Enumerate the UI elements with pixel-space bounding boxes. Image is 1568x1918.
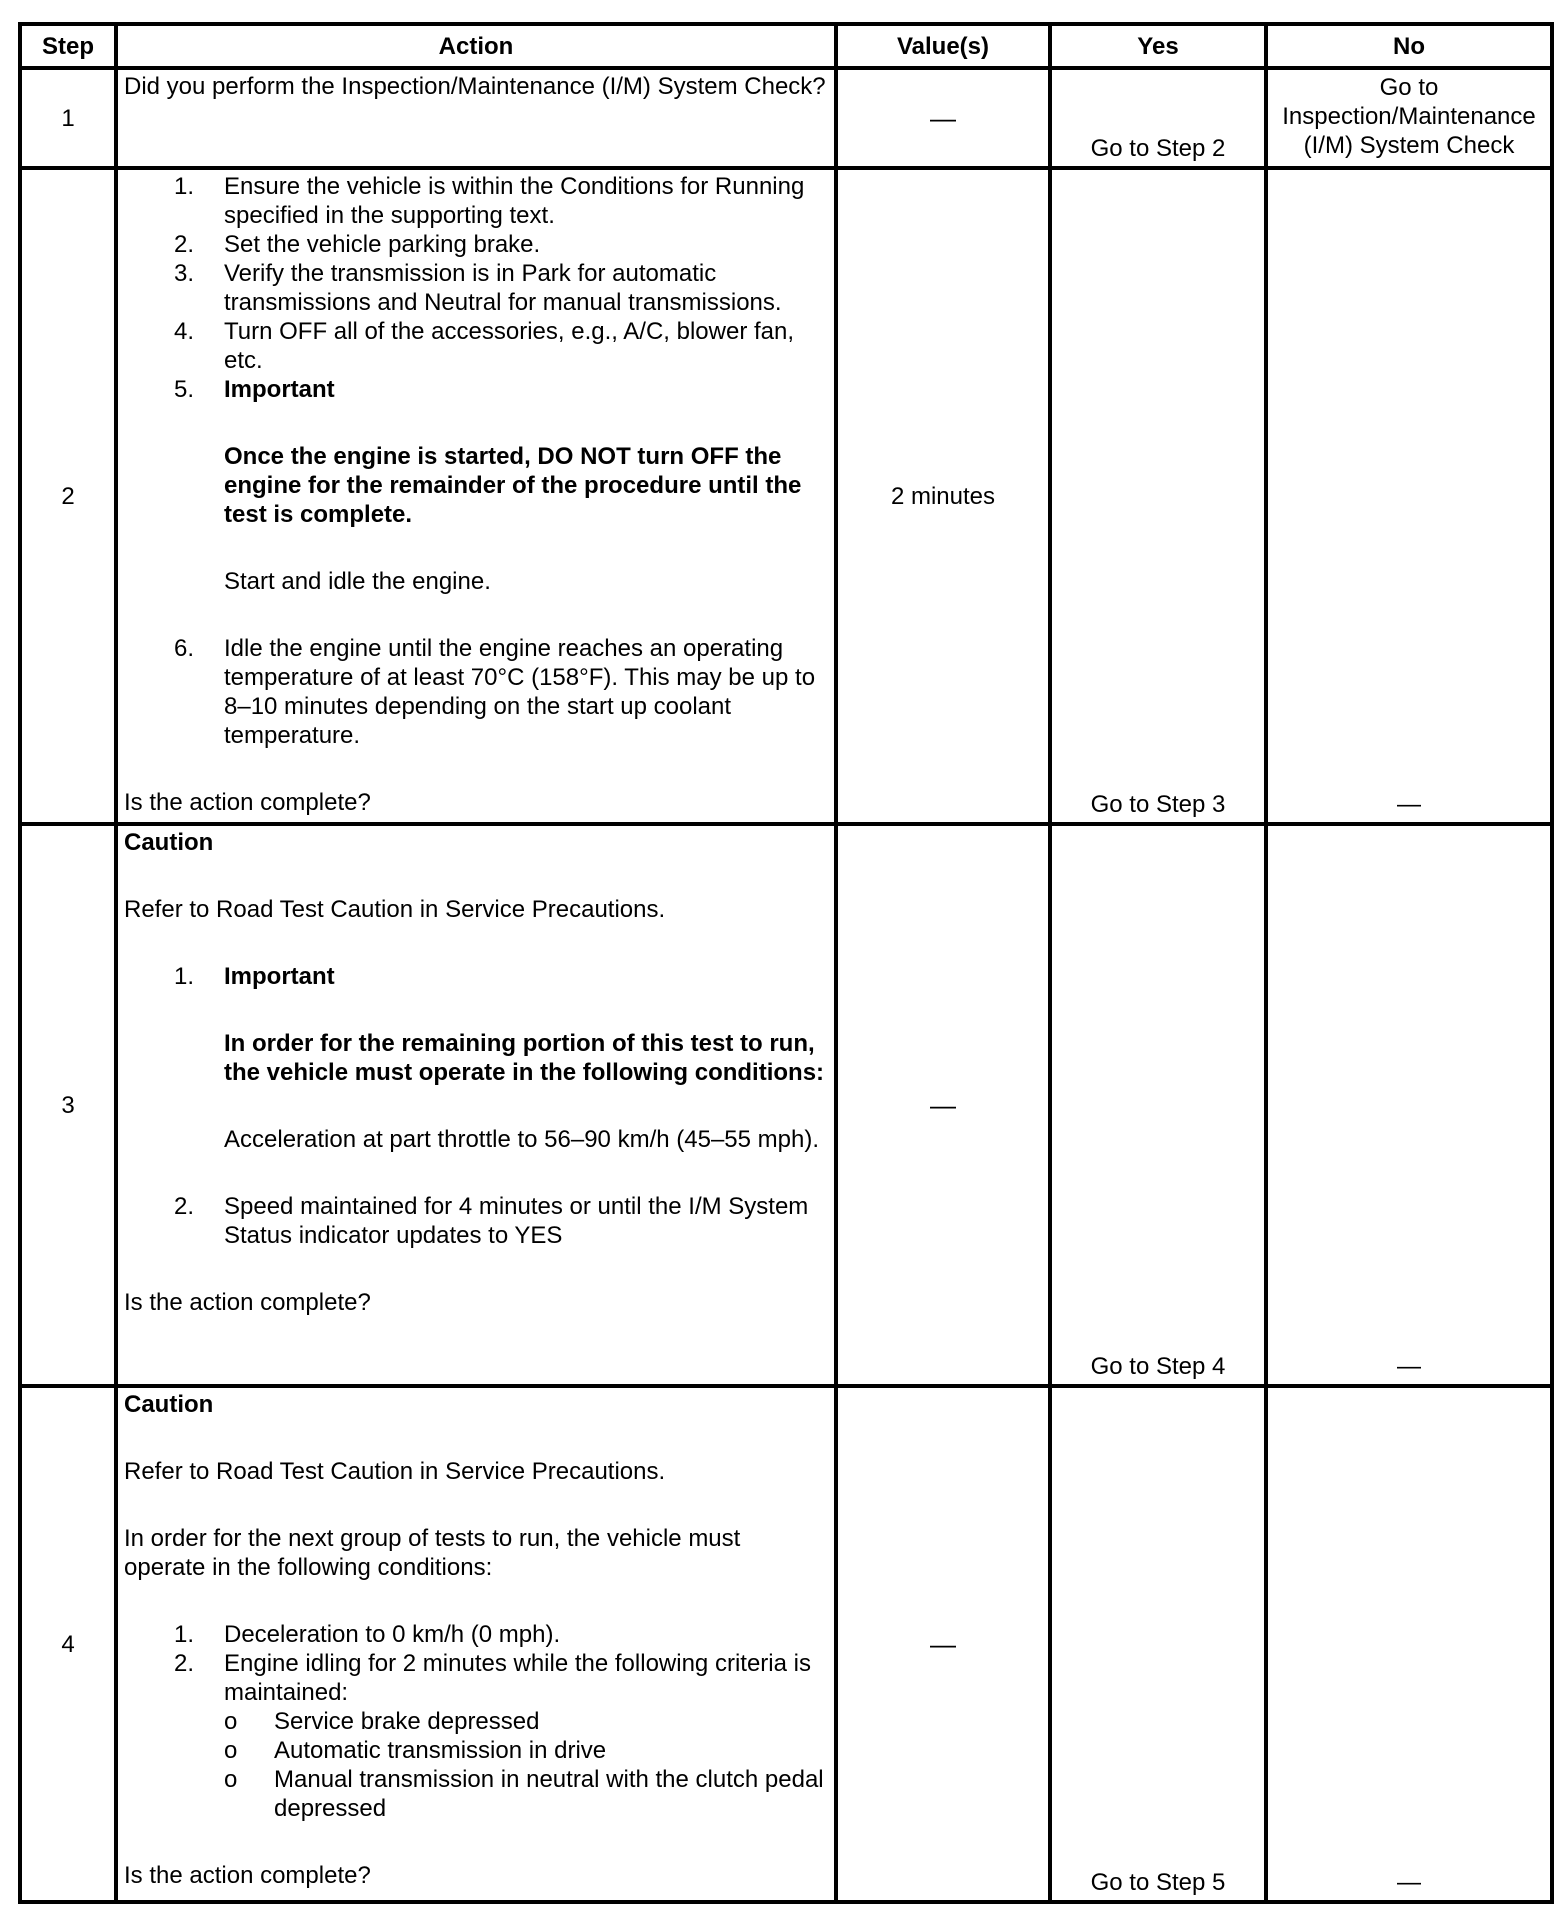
list-item (174, 375, 828, 596)
table-row (20, 68, 1552, 168)
sub-list-item (224, 1736, 828, 1765)
table-row (20, 168, 1552, 824)
list-number: 1. (174, 1621, 195, 1648)
list-number: 2. (174, 1193, 195, 1220)
header-action: Action (116, 24, 836, 68)
question-text: Is the action complete? (124, 789, 371, 816)
action-cell (116, 824, 836, 1386)
caution-text: Refer to Road Test Caution in Service Precautions. (124, 1458, 666, 1485)
list-number: 6. (174, 635, 195, 662)
list-text: Start and idle the engine. (224, 568, 491, 595)
step-number: 2 (20, 168, 116, 824)
bullet: o (224, 1766, 238, 1793)
list-item (174, 317, 828, 375)
yes-cell: Go to Step 2 (1050, 68, 1266, 168)
list-item (174, 634, 828, 750)
list-item (174, 230, 828, 259)
step-number: 1 (20, 68, 116, 168)
list-text: Deceleration to 0 km/h (0 mph). (224, 1621, 561, 1648)
list-text: Turn OFF all of the accessories, e.g., A/C, blower fan, etc. (224, 318, 795, 374)
list-number: 2. (174, 231, 195, 258)
list-number: 3. (174, 260, 195, 287)
important-text: Once the engine is started, DO NOT turn OFF the engine for the remainder of the procedure until the test is complete. (224, 443, 802, 528)
header-row (20, 24, 1552, 68)
yes-cell: Go to Step 4 (1050, 824, 1266, 1386)
list-text: Speed maintained for 4 minutes or until the I/M System Status indicator updates to YES (224, 1193, 809, 1249)
question-text: Is the action complete? (124, 1862, 371, 1889)
important-text: In order for the remaining portion of this test to run, the vehicle must operate in the following conditions: (224, 1030, 825, 1086)
no-cell: — (1266, 168, 1552, 824)
no-cell: — (1266, 1386, 1552, 1902)
yes-cell: Go to Step 3 (1050, 168, 1266, 824)
list-number: 1. (174, 173, 195, 200)
list-item (174, 259, 828, 317)
bullet: o (224, 1737, 238, 1764)
value-cell: 2 minutes (836, 168, 1050, 824)
header-step: Step (20, 24, 116, 68)
question-text: Is the action complete? (124, 1289, 371, 1316)
caution-heading: Caution (124, 829, 214, 856)
caution-text: Refer to Road Test Caution in Service Precautions. (124, 896, 666, 923)
list-item (174, 1649, 828, 1707)
list-item (174, 1620, 828, 1649)
intro-text: In order for the next group of tests to run, the vehicle must operate in the following conditions: (124, 1525, 741, 1581)
action-cell (116, 1386, 836, 1902)
action-text: Did you perform the Inspection/Maintenance (I/M) System Check? (124, 73, 826, 100)
step-number: 3 (20, 824, 116, 1386)
sub-list-item (224, 1765, 828, 1823)
list-text: Engine idling for 2 minutes while the following criteria is maintained: (224, 1650, 811, 1706)
list-item (174, 1192, 828, 1250)
list-text: Acceleration at part throttle to 56–90 km/h (45–55 mph). (224, 1126, 819, 1153)
sub-list-text: Automatic transmission in drive (274, 1737, 607, 1764)
important-heading: Important (224, 963, 335, 990)
list-item (174, 172, 828, 230)
table-row (20, 824, 1552, 1386)
diagnostic-table (18, 22, 1554, 1904)
step-number: 4 (20, 1386, 116, 1902)
value-cell: — (836, 824, 1050, 1386)
value-cell: — (836, 1386, 1050, 1902)
list-number: 4. (174, 318, 195, 345)
bullet: o (224, 1708, 238, 1735)
header-no: No (1266, 24, 1552, 68)
no-cell: — (1266, 824, 1552, 1386)
caution-heading: Caution (124, 1391, 214, 1418)
no-cell: Go to Inspection/Maintenance (I/M) System Check (1266, 68, 1552, 168)
list-text: Verify the transmission is in Park for automatic transmissions and Neutral for manual transmissions. (224, 260, 782, 316)
sub-list-text: Manual transmission in neutral with the clutch pedal depressed (274, 1766, 824, 1822)
header-yes: Yes (1050, 24, 1266, 68)
sub-list-text: Service brake depressed (274, 1708, 540, 1735)
list-text: Idle the engine until the engine reaches an operating temperature of at least 70°C (158°F). This may be up to 8–10 minutes depending on the start up coolant temperature. (224, 635, 816, 749)
action-cell (116, 168, 836, 824)
action-cell (116, 68, 836, 168)
yes-cell: Go to Step 5 (1050, 1386, 1266, 1902)
list-text: Set the vehicle parking brake. (224, 231, 541, 258)
list-item (174, 962, 828, 1154)
sub-list-item (224, 1707, 828, 1736)
list-number: 1. (174, 963, 195, 990)
important-heading: Important (224, 376, 335, 403)
value-cell: — (836, 68, 1050, 168)
header-values: Value(s) (836, 24, 1050, 68)
list-text: Ensure the vehicle is within the Conditions for Running specified in the supporting text. (224, 173, 805, 229)
list-number: 2. (174, 1650, 195, 1677)
table-row (20, 1386, 1552, 1902)
list-number: 5. (174, 376, 195, 403)
